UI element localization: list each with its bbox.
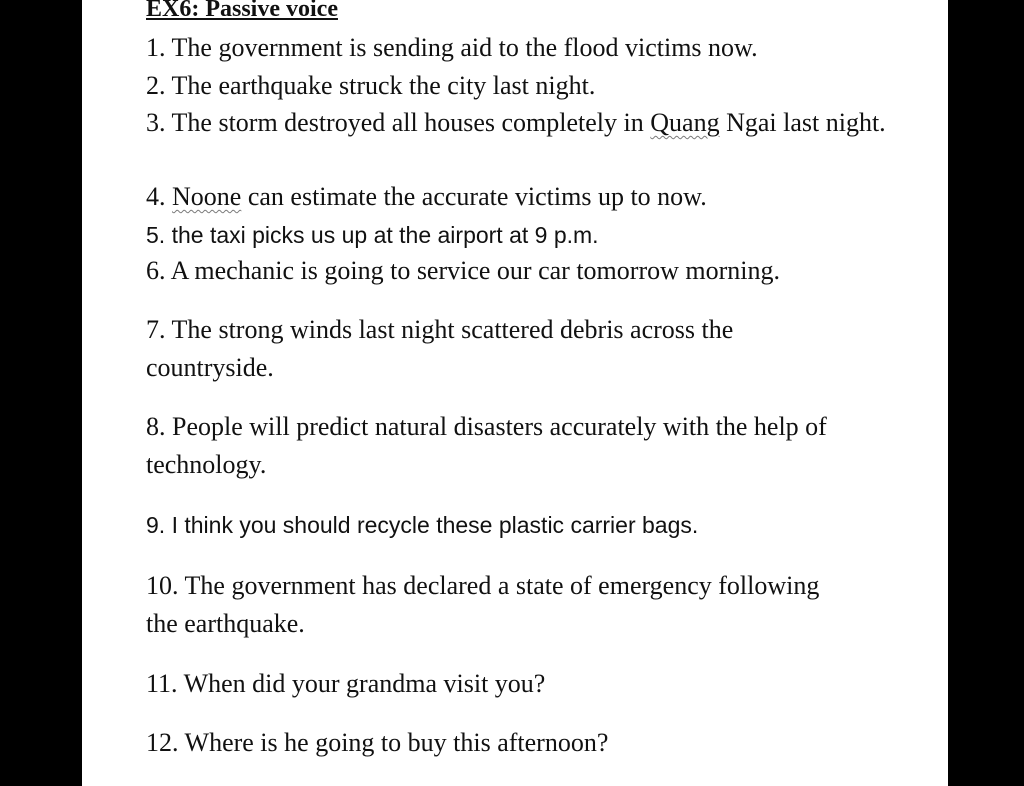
item-number: 5.	[146, 222, 166, 248]
exercise-item-9	[146, 506, 936, 544]
worksheet-page	[82, 0, 948, 786]
item-text: Where is he going to buy this afternoon?	[184, 728, 609, 757]
item-number: 1.	[146, 33, 166, 62]
item-text: The strong winds last night scattered debris across the countryside.	[146, 315, 734, 382]
item-text: The storm destroyed all houses completely in	[171, 108, 651, 137]
item-number: 4.	[146, 182, 166, 211]
item-text: the taxi picks us up at the airport at 9 p.m.	[171, 222, 599, 248]
item-number: 6.	[146, 256, 166, 285]
exercise-item-3	[146, 104, 886, 142]
item-text: The earthquake struck the city last night.	[171, 71, 596, 100]
exercise-item-7	[146, 311, 846, 387]
item-text: The government has declared a state of emergency following the earthquake.	[146, 571, 820, 638]
exercise-item-8	[146, 408, 856, 484]
item-number: 8.	[146, 412, 166, 441]
exercise-item-2	[146, 67, 936, 105]
item-text-continued: Ngai last night.	[719, 108, 886, 137]
spellcheck-underlined-word: Noone	[172, 182, 242, 211]
exercise-item-12	[146, 724, 936, 762]
exercise-item-5	[146, 216, 936, 254]
spellcheck-underlined-word: Quang	[650, 108, 720, 137]
exercise-item-6	[146, 252, 936, 290]
item-number: 2.	[146, 71, 166, 100]
item-text: I think you should recycle these plastic carrier bags.	[171, 512, 699, 538]
item-number: 11.	[146, 669, 178, 698]
exercise-title: EX6: Passive voice	[146, 0, 338, 22]
exercise-item-4	[146, 178, 936, 216]
item-number: 10.	[146, 571, 179, 600]
item-text: People will predict natural disasters accurately with the help of technology.	[146, 412, 827, 479]
item-number: 9.	[146, 512, 166, 538]
item-number: 7.	[146, 315, 166, 344]
item-text: A mechanic is going to service our car tomorrow morning.	[170, 256, 780, 285]
exercise-item-10	[146, 567, 826, 643]
exercise-item-1	[146, 29, 936, 67]
item-text: can estimate the accurate victims up to now.	[241, 182, 707, 211]
exercise-item-11	[146, 665, 936, 703]
item-text: The government is sending aid to the flood victims now.	[171, 33, 758, 62]
item-number: 12.	[146, 728, 179, 757]
item-number: 3.	[146, 108, 166, 137]
item-text: When did your grandma visit you?	[183, 669, 546, 698]
